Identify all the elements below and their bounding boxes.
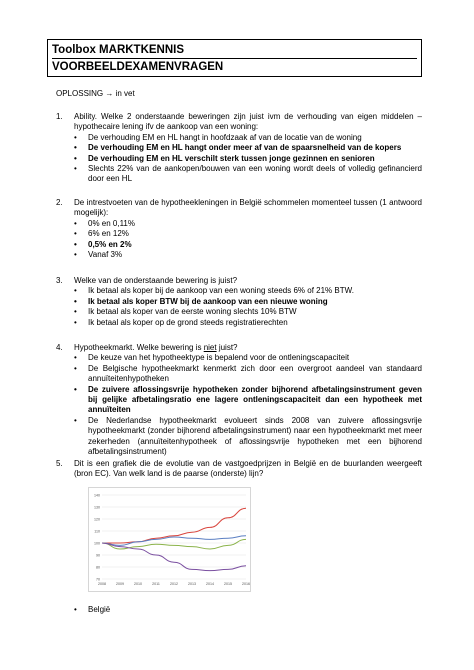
title-line-1: Toolbox MARKTKENNIS (52, 42, 417, 59)
bullet-icon: • (74, 363, 77, 373)
list-item: • 0,5% en 2% (74, 239, 132, 249)
y-tick-label: 120 (94, 517, 100, 522)
y-tick-label: 130 (94, 505, 100, 510)
list-item: • De keuze van het hypotheektype is bepalend voor de ontleningscapaciteit (74, 353, 350, 363)
y-tick-label: 140 (94, 493, 100, 498)
list-item: • Ik betaal als koper op de grond steeds registratierechten (74, 317, 288, 327)
list-item: • Slechts 22% van de aankopen/bouwen van een woning wordt deels of volledig gefinancierd door een HL (74, 164, 422, 184)
answer-key-suffix: in vet (115, 89, 135, 98)
list-item: • Ik betaal als koper BTW bij de aankoop van een nieuwe woning (74, 296, 328, 306)
list-item: • De zuivere aflossingsvrije hypotheken zonder bijhorend afbetalingsinstrument geven bij gelijke afbetalingsratio ene lagere ontleningscapaciteit dan een hypotheek met annuïteiten (74, 384, 422, 415)
y-tick-label: 90 (96, 553, 100, 558)
y-tick-label: 70 (96, 577, 100, 582)
title-line-2: VOORBEELDEXAMENVRAGEN (52, 61, 224, 73)
emphasis-not: niet (203, 343, 217, 352)
question-1 (56, 112, 422, 185)
bullet-icon: • (74, 239, 77, 249)
title-box (47, 39, 422, 77)
x-tick-label: 2012 (170, 582, 178, 586)
arrow-right-icon: → (105, 89, 114, 98)
option-list (56, 133, 422, 185)
bullet-icon: • (74, 218, 77, 228)
question-text: Ability. Welke 2 onderstaande beweringen zijn juist ivm de verhouding van eigen middelen – hypothecaire lening ifv de aankoop van een woning: (74, 112, 422, 132)
bullet-icon: • (74, 229, 77, 239)
list-item: • 6% en 12% (74, 229, 129, 239)
question-number: 1. (56, 112, 63, 121)
bullet-icon: • (74, 415, 77, 425)
bullet-icon: • (74, 250, 77, 260)
question-4 (56, 343, 422, 457)
list-item: • De Belgische hypotheekmarkt kenmerkt zich door een overgroot aandeel van standaard annuïteitenhypotheken (74, 363, 422, 384)
question-text: De intrestvoeten van de hypotheekleningen in België schommelen momenteel tussen (1 antwoord mogelijk): (74, 198, 422, 218)
question-text: Dit is een grafiek die de evolutie van de vastgoedprijzen in België en de buurlanden weergeeft (bron EC). Van welk land is de paarse (onderste) lijn? (74, 459, 422, 479)
list-item: • Vanaf 3% (74, 250, 123, 260)
list-item: • De verhouding EM en HL hangt in hoofdzaak af van de locatie van de woning (74, 132, 362, 142)
bullet-icon: • (74, 353, 77, 363)
x-tick-label: 2011 (152, 582, 160, 586)
question-text: Welke van de onderstaande bewering is juist? (74, 276, 238, 285)
list-item: • Ik betaal als koper van de eerste woning slechts 10% BTW (74, 307, 297, 317)
question-number: 2. (56, 198, 63, 207)
list-item: • 0% en 0,11% (74, 218, 135, 228)
question-2 (56, 198, 422, 260)
x-tick-label: 2008 (98, 582, 106, 586)
answer-key-label: OPLOSSING (56, 89, 104, 98)
bullet-icon: • (74, 605, 77, 614)
x-tick-label: 2014 (206, 582, 214, 586)
question-text: Hypotheekmarkt. Welke bewering is niet juist? (74, 343, 238, 352)
question-3 (56, 276, 422, 328)
list-item: • Ik betaal als koper bij de aankoop van een woning steeds 6% of 21% BTW. (74, 286, 354, 296)
option-list (56, 353, 422, 457)
y-tick-label: 110 (94, 529, 100, 534)
bullet-icon: • (74, 307, 77, 317)
list-item: • De Nederlandse hypotheekmarkt evolueert sinds 2008 van zuivere aflossingsvrije hypotheekmarkt (zonder bijhorend afbetalingsinstrument) naar een hypotheekmarkt met meer zekerheden (annuïteitenhypotheek of aflossingsvrije hypotheken met een bijhorend afbetalingsinstrument) (74, 415, 422, 457)
answer-key-note (56, 89, 135, 98)
x-tick-label: 2013 (188, 582, 196, 586)
x-tick-label: 2016 (242, 582, 250, 586)
bullet-icon: • (74, 296, 77, 306)
x-tick-label: 2015 (224, 582, 232, 586)
list-item: • De verhouding EM en HL verschilt sterk tussen jonge gezinnen en senioren (74, 153, 375, 163)
bullet-icon: • (74, 164, 77, 174)
bullet-icon: • (74, 153, 77, 163)
question-number: 3. (56, 276, 63, 285)
bullet-icon: • (74, 286, 77, 296)
x-tick-label: 2010 (134, 582, 142, 586)
price-evolution-chart (88, 487, 251, 592)
question-number: 4. (56, 343, 63, 352)
bullet-icon: • (74, 384, 77, 394)
chart-frame (89, 488, 251, 592)
bullet-icon: • (74, 132, 77, 142)
option-list (56, 219, 422, 261)
question-5 (56, 459, 422, 480)
y-tick-label: 100 (94, 541, 100, 546)
bullet-icon: • (74, 317, 77, 327)
answer-option-belgie: België (88, 605, 111, 614)
list-item: • De verhouding EM en HL hangt onder meer af van de spaarsnelheid van de kopers (74, 143, 402, 153)
x-tick-label: 2009 (116, 582, 124, 586)
list-item (74, 605, 110, 614)
option-list (56, 286, 422, 328)
y-tick-label: 80 (96, 565, 100, 570)
question-number: 5. (56, 459, 63, 468)
bullet-icon: • (74, 143, 77, 153)
